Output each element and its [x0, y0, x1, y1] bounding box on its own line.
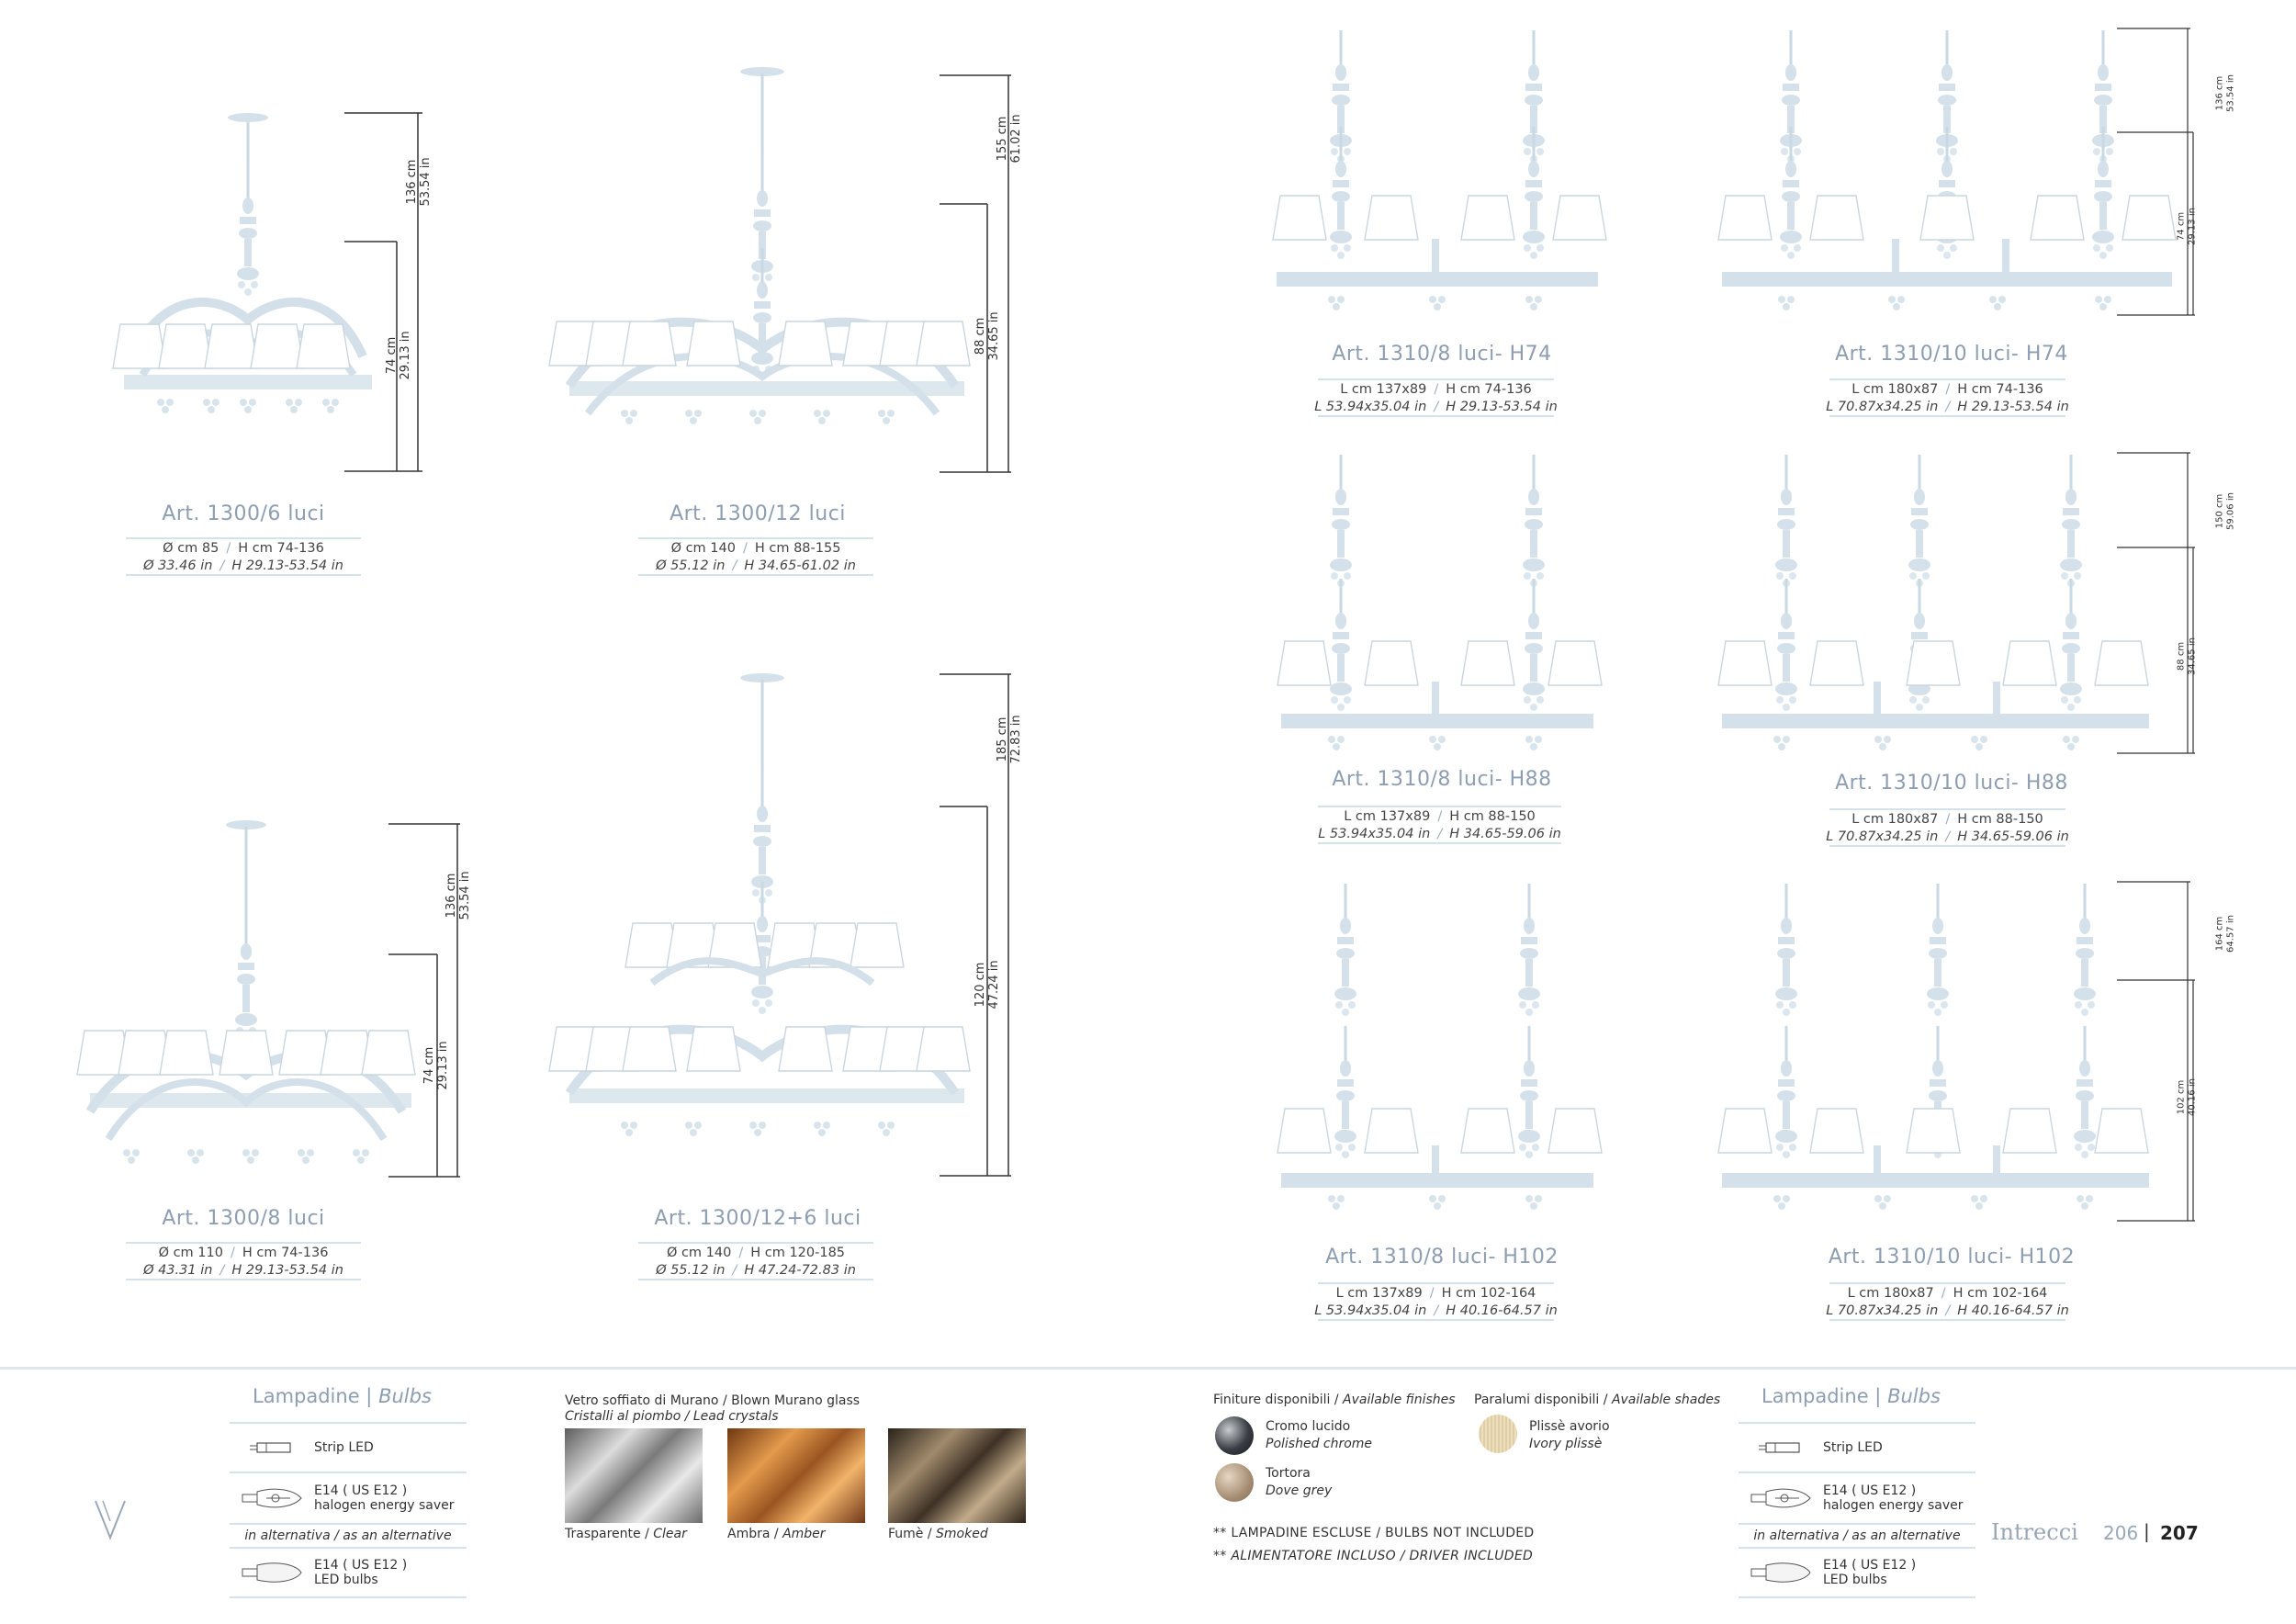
bulbs-heading: Lampadine | Bulbs — [253, 1385, 432, 1407]
product-spec: L cm 180x87 / H cm 102-164 L 70.87x34.25 in / H 40.16-64.57 in — [1829, 1282, 2065, 1321]
dimension-lines-p6 — [2112, 26, 2204, 320]
finish-label: Tortora Dove grey — [1266, 1466, 1333, 1498]
dim-outer-p8: 150 cm 59.06 in — [2214, 492, 2235, 530]
bulbs-not-included-note: ** LAMPADINE ESCLUSE / BULBS NOT INCLUDED — [1213, 1526, 1535, 1540]
product-spec: Ø cm 140 / H cm 120-185 Ø 55.12 in / H 47.24-72.83 in — [638, 1242, 873, 1280]
chandelier-1310-8-h88-drawing — [1272, 450, 1603, 772]
brand-logo-icon — [92, 1497, 129, 1543]
chandelier-1300-8-drawing — [72, 818, 421, 1185]
product-spec: L cm 137x89 / H cm 74-136 L 53.94x35.04 in / H 29.13-53.54 in — [1318, 378, 1554, 417]
bulb-label: Strip LED — [1823, 1440, 1883, 1455]
shade-label: Plissè avorio Ivory plissè — [1529, 1419, 1610, 1451]
product-spec: L cm 180x87 / H cm 74-136 L 70.87x34.25 in / H 29.13-53.54 in — [1829, 378, 2065, 417]
dim-inner-p4: 120 cm 47.24 in — [974, 960, 1001, 1009]
product-title: Art. 1300/12 luci — [670, 502, 846, 525]
footer-divider — [0, 1367, 2296, 1370]
chandelier-1310-8-h102-drawing — [1272, 879, 1603, 1228]
bulbs-heading: Lampadine | Bulbs — [1761, 1385, 1941, 1407]
product-spec: Ø cm 85 / H cm 74-136 Ø 33.46 in / H 29.13-53.54 in — [126, 537, 361, 576]
dim-inner-p1: 74 cm 29.13 in — [385, 331, 412, 380]
dim-outer-p3: 136 cm 53.54 in — [445, 871, 472, 920]
swatch-label: Trasparente / Clear — [565, 1527, 687, 1541]
product-title: Art. 1300/6 luci — [162, 502, 325, 525]
halogen-bulb-icon — [1739, 1484, 1823, 1512]
product-spec: Ø cm 110 / H cm 74-136 Ø 43.31 in / H 29.13-53.54 in — [126, 1242, 361, 1280]
dimension-lines-p8 — [2112, 450, 2204, 762]
dim-outer-p10: 164 cm 64.57 in — [2214, 915, 2235, 953]
page-number-left: 206 — [2103, 1522, 2139, 1544]
product-title: Art. 1300/8 luci — [162, 1207, 325, 1230]
glass-heading: Vetro soffiato di Murano / Blown Murano glass Cristalli al piombo / Lead crystals — [565, 1393, 861, 1424]
dim-outer-p1: 136 cm 53.54 in — [405, 157, 433, 207]
product-title: Art. 1310/10 luci- H74 — [1835, 343, 2068, 366]
product-title: Art. 1310/10 luci- H88 — [1835, 772, 2068, 795]
chandelier-1310-10-h74-drawing — [1717, 26, 2177, 320]
finishes-heading: Finiture disponibili / Available finishes — [1213, 1393, 1456, 1407]
page-number-right: 207 — [2160, 1522, 2199, 1544]
chandelier-1310-10-h102-drawing — [1717, 879, 2158, 1228]
finish-label: Cromo lucido Polished chrome — [1266, 1419, 1373, 1451]
finish-dove-grey-swatch — [1215, 1463, 1254, 1502]
product-title: Art. 1310/8 luci- H74 — [1332, 343, 1552, 366]
product-title: Art. 1300/12+6 luci — [654, 1207, 861, 1230]
product-spec: Ø cm 140 / H cm 88-155 Ø 55.12 in / H 34.65-61.02 in — [638, 537, 873, 576]
shade-ivory-swatch — [1479, 1415, 1517, 1453]
page-number-separator: | — [2144, 1520, 2150, 1542]
chandelier-1310-10-h88-drawing — [1717, 450, 2158, 772]
product-title: Art. 1310/8 luci- H88 — [1332, 768, 1552, 791]
dimension-lines-p10 — [2112, 879, 2204, 1228]
shades-heading: Paralumi disponibili / Available shades — [1474, 1393, 1721, 1407]
dim-inner-p2: 88 cm 34.65 in — [974, 311, 1001, 361]
led-bulb-icon — [1739, 1559, 1823, 1586]
chandelier-1310-8-h74-drawing — [1272, 26, 1603, 320]
bulbs-table: Strip LED E14 ( US E12 ) halogen energy saver in alternativa / as an alternative E14 ( US E12 ) LED bulbs — [1739, 1422, 1975, 1598]
halogen-bulb-icon — [230, 1484, 314, 1512]
dim-outer-p4: 185 cm 72.83 in — [996, 715, 1023, 764]
strip-led-icon — [1739, 1438, 1823, 1457]
product-spec: L cm 137x89 / H cm 102-164 L 53.94x35.04 in / H 40.16-64.57 in — [1318, 1282, 1554, 1321]
dim-outer-p2: 155 cm 61.02 in — [996, 114, 1023, 164]
dim-inner-p3: 74 cm 29.13 in — [422, 1041, 450, 1090]
product-title: Art. 1310/8 luci- H102 — [1325, 1246, 1559, 1269]
bulb-alternative-label: in alternativa / as an alternative — [244, 1528, 452, 1543]
bulbs-table: Strip LED E14 ( US E12 ) halogen energy saver in alternativa / as an alternative E14 ( US E12 ) LED bulbs — [230, 1422, 467, 1598]
product-title: Art. 1310/10 luci- H102 — [1828, 1246, 2076, 1269]
bulb-alternative-label: in alternativa / as an alternative — [1753, 1528, 1961, 1543]
glass-swatch-amber — [727, 1428, 865, 1523]
strip-led-icon — [230, 1438, 314, 1457]
glass-swatch-clear — [565, 1428, 703, 1523]
chandelier-1300-12-6-drawing — [542, 671, 983, 1185]
product-spec: L cm 180x87 / H cm 88-150 L 70.87x34.25 in / H 34.65-59.06 in — [1829, 808, 2065, 847]
glass-swatch-smoked — [888, 1428, 1026, 1523]
brand-name: Intrecci — [1991, 1519, 2078, 1545]
bulb-label: Strip LED — [314, 1440, 374, 1455]
dim-outer-p6: 136 cm 53.54 in — [2214, 74, 2235, 112]
finish-chrome-swatch — [1215, 1416, 1254, 1455]
driver-included-note: ** ALIMENTATORE INCLUSO / DRIVER INCLUDED — [1213, 1549, 1534, 1563]
dim-inner-p10: 102 cm 40.16 in — [2176, 1078, 2197, 1116]
led-bulb-icon — [230, 1559, 314, 1586]
dim-inner-p8: 88 cm 34.65 in — [2176, 637, 2197, 675]
product-spec: L cm 137x89 / H cm 88-150 L 53.94x35.04 in / H 34.65-59.06 in — [1318, 806, 1561, 844]
dim-inner-p6: 74 cm 29.13 in — [2176, 208, 2197, 245]
swatch-label: Ambra / Amber — [727, 1527, 826, 1541]
swatch-label: Fumè / Smoked — [888, 1527, 988, 1541]
chandelier-1300-12-drawing — [542, 64, 983, 487]
